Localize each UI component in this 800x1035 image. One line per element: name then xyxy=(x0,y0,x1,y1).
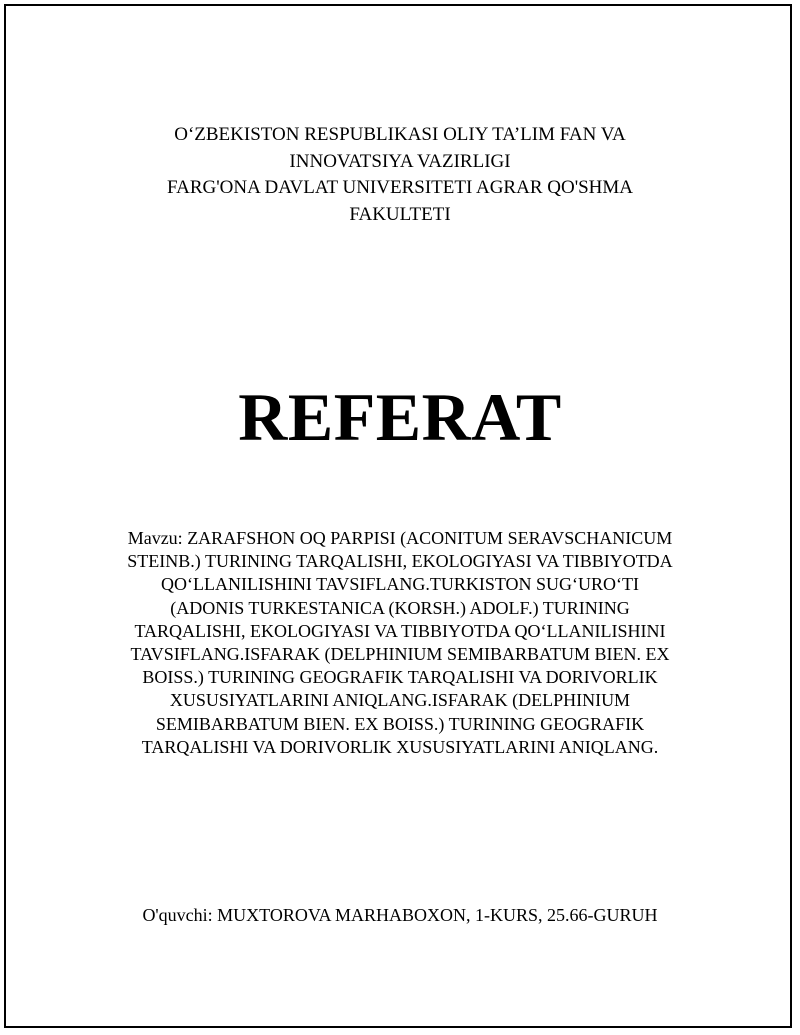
topic-line: TARQALISHI VA DORIVORLIK XUSUSIYATLARINI ANIQLANG. xyxy=(141,736,659,757)
document-title: REFERAT xyxy=(238,379,562,455)
topic-line: TARQALISHI, EKOLOGIYASI VA TIBBIYOTDA QO‘LLANILISHINI xyxy=(134,620,666,641)
header-line: INNOVATSIYA VAZIRLIGI xyxy=(289,150,511,172)
topic-line: SEMIBARBATUM BIEN. EX BOISS.) TURINING GEOGRAFIK xyxy=(155,713,645,734)
topic-line: BOISS.) TURINING GEOGRAFIK TARQALISHI VA DORIVORLIK xyxy=(142,667,658,688)
student-info: O'quvchi: MUXTOROVA MARHABOXON, 1-KURS, 25.66-GURUH xyxy=(142,905,658,925)
topic-line: XUSUSIYATLARINI ANIQLANG.ISFARAK (DELPHINIUM xyxy=(169,690,631,711)
topic-line: QO‘LLANILISHINI TAVSIFLANG.TURKISTON SUG‘URO‘TI xyxy=(160,574,640,595)
topic-line: STEINB.) TURINING TARQALISHI, EKOLOGIYASI VA TIBBIYOTDA xyxy=(127,551,673,572)
header-line: FAKULTETI xyxy=(349,203,451,225)
institution-header xyxy=(100,122,700,228)
topic-line: (ADONIS TURKESTANICA (KORSH.) ADOLF.) TURINING xyxy=(170,597,630,618)
topic-line: TAVSIFLANG.ISFARAK (DELPHINIUM SEMIBARBATUM BIEN. EX xyxy=(130,644,670,665)
header-line: FARG'ONA DAVLAT UNIVERSITETI AGRAR QO'SHMA xyxy=(166,177,634,198)
topic-block xyxy=(100,527,700,759)
topic-line: Mavzu: ZARAFSHON OQ PARPISI (ACONITUM SERAVSCHANICUM xyxy=(127,528,673,548)
header-line: O‘ZBEKISTON RESPUBLIKASI OLIY TA’LIM FAN VA xyxy=(174,124,626,145)
